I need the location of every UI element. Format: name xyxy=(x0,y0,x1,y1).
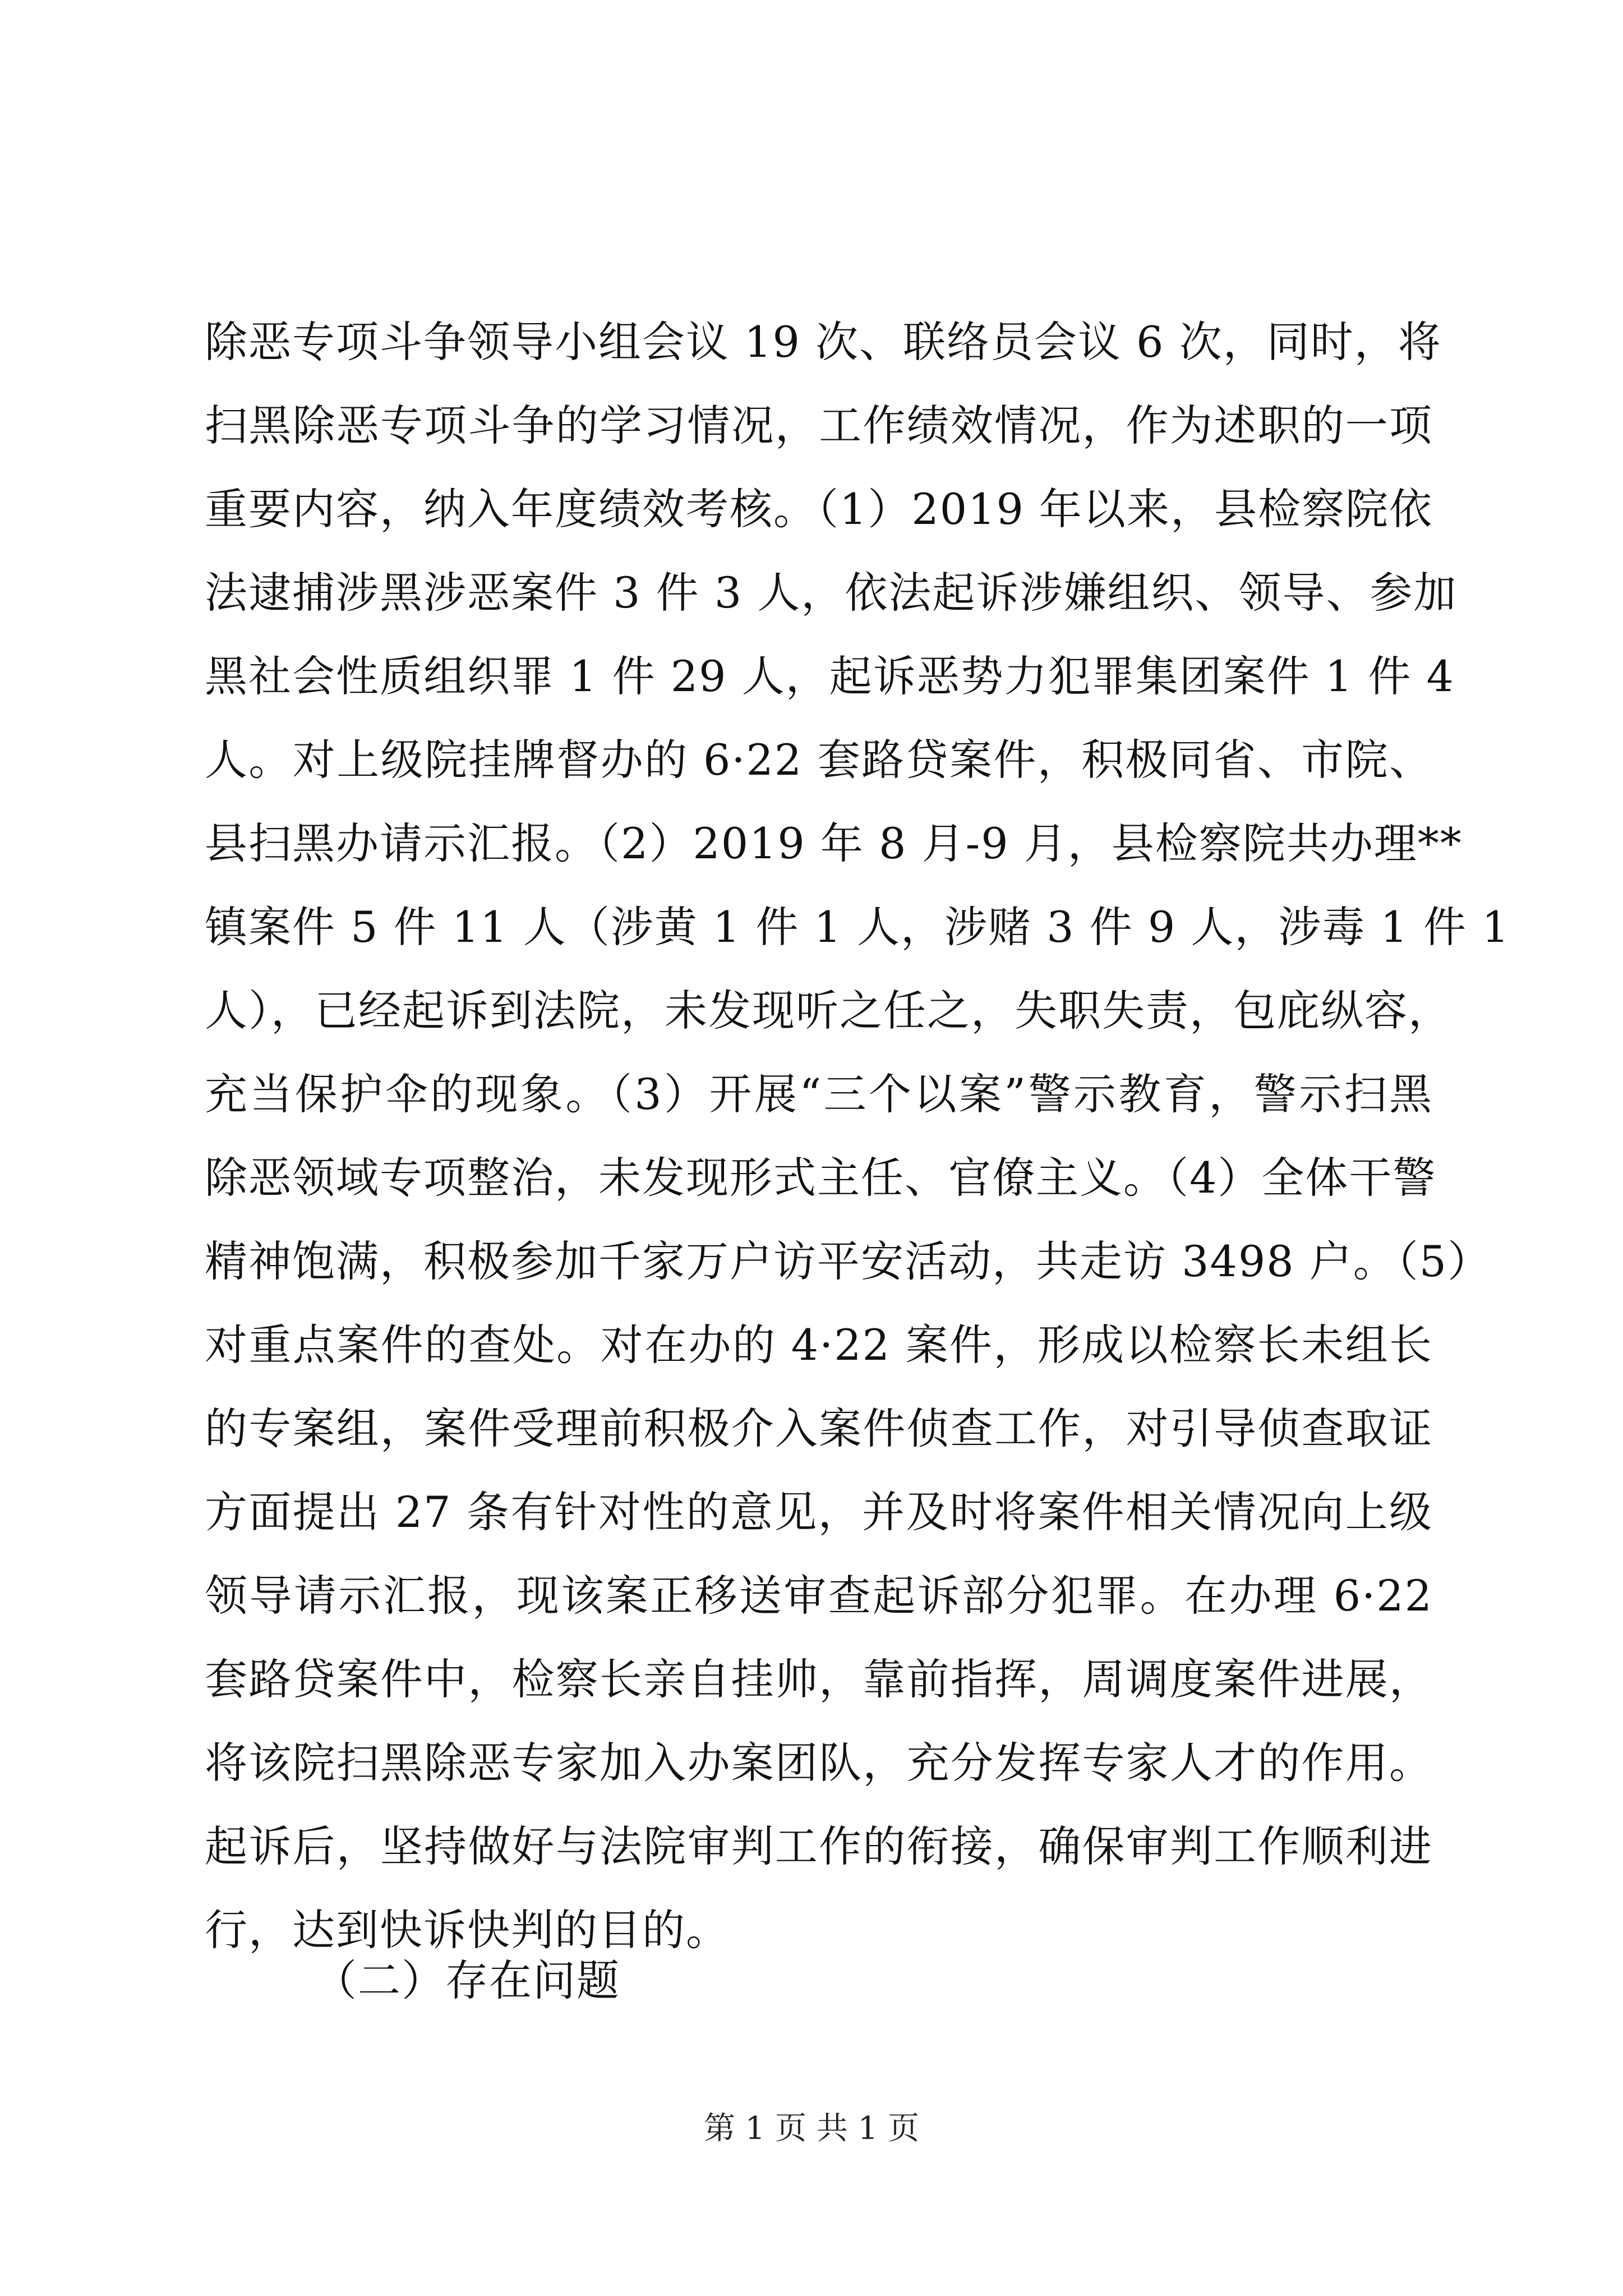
body-paragraph xyxy=(205,300,1510,1972)
paragraph-line: 对重点案件的查处。对在办的 4·22 案件，形成以检察长未组长 xyxy=(205,1320,1433,1370)
paragraph-line: 人。对上级院挂牌督办的 6·22 套路贷案件，积极同省、市院、 xyxy=(205,735,1433,785)
page-footer: 第 1 页 共 1 页 xyxy=(703,2110,920,2147)
paragraph-line: 人），已经起诉到法院，未发现听之任之，失职失责，包庇纵容， xyxy=(205,986,1452,1036)
paragraph-line: 将该院扫黑除恶专家加入办案团队，充分发挥专家人才的作用。 xyxy=(205,1738,1433,1788)
paragraph-line: 除恶专项斗争领导小组会议 19 次、联络员会议 6 次，同时，将 xyxy=(205,317,1442,367)
paragraph-line: 重要内容，纳入年度绩效考核。（1）2019 年以来，县检察院依 xyxy=(205,484,1433,534)
paragraph-line: 精神饱满，积极参加千家万户访平安活动，共走访 3498 户。（5） xyxy=(205,1236,1492,1286)
paragraph-line: 县扫黑办请示汇报。（2）2019 年 8 月-9 月，县检察院共办理** xyxy=(205,818,1463,868)
paragraph-line: 行，达到快诉快判的目的。 xyxy=(205,1905,730,1955)
paragraph-line: 方面提出 27 条有针对性的意见，并及时将案件相关情况向上级 xyxy=(205,1487,1433,1537)
paragraph-line: 法逮捕涉黑涉恶案件 3 件 3 人，依法起诉涉嫌组织、领导、参加 xyxy=(205,568,1458,618)
paragraph-line: 黑社会性质组织罪 1 件 29 人，起诉恶势力犯罪集团案件 1 件 4 xyxy=(205,651,1455,701)
paragraph-line: 起诉后，坚持做好与法院审判工作的衔接，确保审判工作顺利进 xyxy=(205,1821,1433,1871)
section-heading: （二）存在问题 xyxy=(314,1955,620,2005)
paragraph-line: 镇案件 5 件 11 人（涉黄 1 件 1 人，涉赌 3 件 9 人，涉毒 1 件 1 xyxy=(205,902,1510,952)
paragraph-line: 的专案组，案件受理前积极介入案件侦查工作，对引导侦查取证 xyxy=(205,1404,1433,1453)
paragraph-line: 充当保护伞的现象。（3）开展“三个以案”警示教育，警示扫黑 xyxy=(205,1069,1433,1119)
paragraph-line: 除恶领域专项整治，未发现形式主任、官僚主义。（4）全体干警 xyxy=(205,1153,1437,1203)
paragraph-line: 扫黑除恶专项斗争的学习情况，工作绩效情况，作为述职的一项 xyxy=(205,401,1433,450)
paragraph-line: 领导请示汇报，现该案正移送审查起诉部分犯罪。在办理 6·22 xyxy=(205,1571,1433,1621)
paragraph-line: 套路贷案件中，检察长亲自挂帅，靠前指挥，周调度案件进展， xyxy=(205,1654,1433,1704)
